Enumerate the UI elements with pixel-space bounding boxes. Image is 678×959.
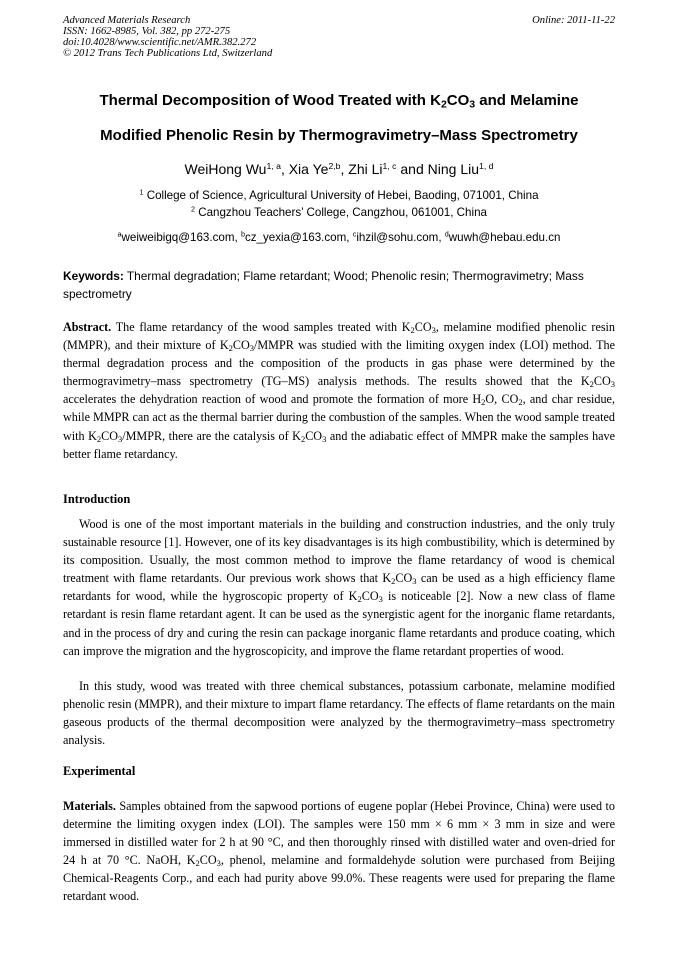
- author-emails: $^a$weiweibigq@163.com, $^b$cz_yexia@163.com, $^c$ihzil@sohu.com, $^d$wuwh@hebau.edu.cn: [117, 229, 561, 244]
- keywords-label: Keywords:: [63, 269, 124, 283]
- online-date: Online: 2011-11-22: [532, 15, 615, 26]
- author-list: WeiHong Wu$^{1, a}$, Xia Ye$^{2,b}$, Zhi Li$^{1, c}$ and Ning Liu$^{1, d}$: [184, 160, 494, 177]
- journal-header: [63, 15, 272, 59]
- introduction-paragraph-2: In this study, wood was treated with three chemical substances, potassium carbonate, melamine modified phenolic resin (MMPR), and their mixture to impart flame retardancy. The effects of flame retardants on the main gaseous products of the thermal decomposition were analyzed by the thermogravimetry–mass spectrometry analysis.: [63, 679, 615, 748]
- paper-title-line-2: Modified Phenolic Resin by Thermogravimetry–Mass Spectrometry: [100, 127, 578, 144]
- abstract: Abstract. The flame retardancy of the wood samples treated with $K_2CO_3$, melamine modified phenolic resin (MMPR), and their mixture of $K_2CO_3$/MMPR was studied with the limiting oxygen index (LOI) method. The thermal degradation process and the composition of the products in gas phase were determined by the thermogravimetry–mass spectrometry (TG–MS) analysis methods. The results showed that the $K_2CO_3$ accelerates the dehydration reaction of wood and promote the formation of more $H_2O$, $CO_2$, and char residue, while MMPR can act as the thermal barrier during the combustion of the samples. When the wood sample treated with $K_2CO_3$/MMPR, there are the catalysis of $K_2CO_3$ and the adiabatic effect of MMPR make the samples have better flame retardancy.: [63, 320, 615, 461]
- introduction-paragraph-1: Wood is one of the most important materials in the building and construction industries, and the only truly sustainable resource [1]. However, one of its key disadvantages is its high combustibility, which is determined by its composition. Usually, the most common method to improve the flame retardancy of wood is chemical treatment with flame retardants. Our previous work shows that $K_2CO_3$ can be used as a high efficiency flame retardants for wood, while the hygroscopic property of $K_2CO_3$ is noticeable [2]. Now a new class of flame retardant is resin flame retardant agent. It can be used as the synergistic agent for the inorganic flame retardants, and in the process of dry and curing the resin can package inorganic flame retardants and produce coating, which can improve the migration and the hygroscopicity, and improve the flame retardant properties of wood.: [63, 517, 616, 658]
- paper-title-line-1: Thermal Decomposition of Wood Treated with $K_2CO_3$ and Melamine: [99, 92, 579, 111]
- affiliation-1: $^1$ College of Science, Agricultural University of Hebei, Baoding, 071001, China: [139, 187, 539, 202]
- doi-line: doi:10.4028/www.scientific.net/AMR.382.272: [63, 37, 257, 48]
- introduction-heading: Introduction: [63, 492, 131, 506]
- keywords: Keywords: Thermal degradation; Flame retardant; Wood; Phenolic resin; Thermogravimetry; Mass spectrometry: [63, 269, 584, 301]
- affiliation-2: $^2$ Cangzhou Teachers’ College, Cangzhou, 061001, China: [191, 204, 487, 219]
- abstract-label: Abstract.: [63, 320, 112, 334]
- copyright-line: © 2012 Trans Tech Publications Ltd, Switzerland: [63, 48, 273, 59]
- materials-label: Materials.: [63, 799, 116, 813]
- materials-paragraph: Materials. Samples obtained from the sapwood portions of eugene poplar (Hebei Province, China) were used to determine the limiting oxygen index (LOI). The samples were 150 mm × 6 mm × 3 mm in size and were immersed in distilled water for 2 h at 90 °C, and then thoroughly rinsed with distilled water and oven-dried for 24 h at 70 °C. NaOH, $K_2CO_3$, phenol, melamine and formaldehyde solution were purchased from Beijing Chemical-Reagents Corp., and each had purity above 99.0%. These reagents were used for preparing the flame retardant wood.: [63, 799, 615, 904]
- experimental-heading: Experimental: [63, 764, 136, 778]
- issn-line: ISSN: 1662-8985, Vol. 382, pp 272-275: [63, 26, 231, 37]
- journal-name: Advanced Materials Research: [63, 15, 191, 26]
